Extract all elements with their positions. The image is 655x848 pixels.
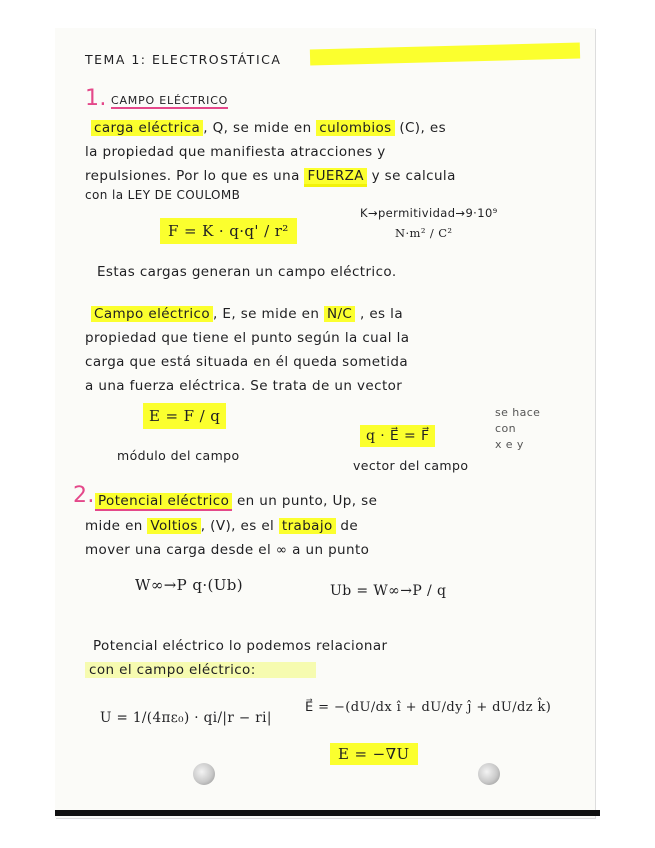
relation-line-1: Potencial eléctrico lo podemos relacionar: [93, 638, 388, 654]
s1-line-3: repulsiones. Por lo que es una FUERZA y se calcula: [85, 168, 456, 184]
permittivity-units: N·m² / C²: [395, 226, 453, 240]
s2-line-3: mover una carga desde el ∞ a un punto: [85, 542, 370, 558]
field-line-4: a una fuerza eléctrica. Se trata de un vector: [85, 378, 403, 394]
side-note-3: x e y: [495, 438, 524, 451]
vector-caption: vector del campo: [353, 458, 469, 473]
hl-trabajo: trabajo: [279, 518, 336, 534]
section2-number: 2.: [73, 483, 95, 508]
page-title: [85, 52, 281, 67]
s1-line-2: la propiedad que manifiesta atracciones y: [85, 144, 386, 160]
coulomb-formula: F = K · q·q' / r²: [160, 218, 297, 244]
field-line-2: propiedad que tiene el punto según la cual la: [85, 330, 410, 346]
hl-carga: carga eléctrica: [91, 120, 203, 136]
punch-hole-right: [478, 763, 500, 785]
s2-line-2: mide en Voltios , (V), es el trabajo de: [85, 518, 359, 534]
page-bottom-edge: [55, 810, 600, 816]
relation-line-2: con el campo eléctrico:: [85, 662, 316, 678]
section1-number: 1.: [85, 86, 107, 111]
title-text: TEMA 1: ELECTROSTÁTICA: [85, 52, 282, 67]
potential-formula: Ub = W∞→P / q: [330, 583, 447, 599]
field-units: N/C: [324, 306, 355, 322]
permittivity-note: K→permitividad→9·10⁹: [360, 206, 498, 220]
side-note-2: con: [495, 422, 516, 435]
side-note-1: se hace: [495, 406, 541, 419]
hl-culombios: culombios: [316, 120, 394, 136]
potential-point-formula: U = 1/(4πε₀) · qi/|r − ri|: [100, 710, 272, 726]
field-formula-caption: módulo del campo: [117, 448, 240, 463]
vector-formula: q · E⃗ = F⃗: [360, 425, 435, 447]
hl-fuerza: FUERZA: [304, 168, 366, 187]
hl-voltios: Voltios: [147, 518, 200, 534]
gradient-short: E = −∇U: [330, 743, 418, 765]
section2-heading: Potencial eléctrico: [95, 493, 232, 511]
field-line-3: carga que está situada en él queda sometida: [85, 354, 408, 370]
title-highlight-stroke: [310, 42, 580, 65]
s1-line-1: carga eléctrica , Q, se mide en culombios (C), es: [91, 120, 446, 136]
s1-line-4: con la LEY DE COULOMB: [85, 188, 241, 202]
punch-hole-left: [193, 763, 215, 785]
work-formula: W∞→P q·(Ub): [135, 576, 244, 594]
s2-line-1: [95, 493, 377, 509]
notebook-page: [55, 28, 595, 818]
gradient-formula: E⃗ = −(dU/dx î + dU/dy ĵ + dU/dz k̂): [305, 700, 552, 715]
s2-line-1-rest: en un punto, Up, se: [236, 493, 378, 509]
s1-line-after: Estas cargas generan un campo eléctrico.: [97, 264, 397, 280]
field-formula: E = F / q: [143, 403, 226, 429]
field-line-1: Campo eléctrico , E, se mide en N/C , es la: [91, 306, 403, 322]
section1-heading: CAMPO ELÉCTRICO: [111, 94, 229, 107]
